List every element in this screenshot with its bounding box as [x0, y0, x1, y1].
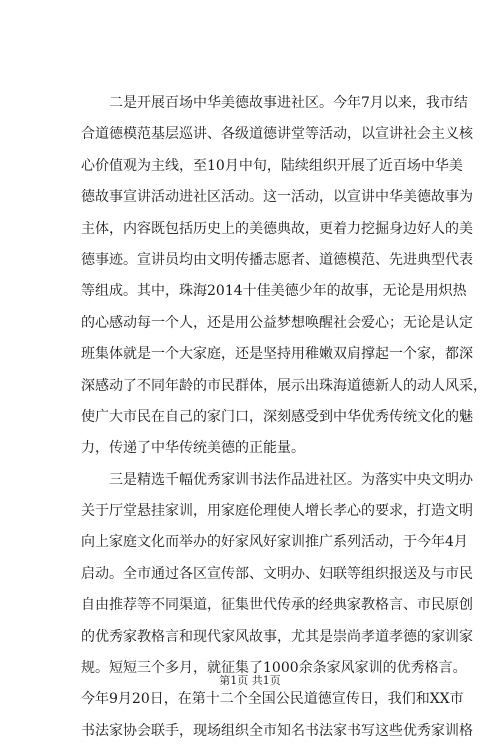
text-line: 等组成。其中，珠海2014十佳美德少年的故事，无论是用炽热 [81, 283, 467, 300]
text-line: 德故事宣讲活动进社区活动。这一活动，以宣讲中华美德故事为 [81, 189, 473, 206]
text-line: 关于厅堂悬挂家训，用家庭伦理使人增长孝心的要求，打造文明 [81, 503, 473, 520]
text-line: 二是开展百场中华美德故事进社区。今年7月以来，我市结 [109, 95, 468, 111]
text-line: 深感动了不同年龄的市民群体，展示出珠海道德新人的动人风采， [81, 377, 487, 394]
text-line: 心价值观为主线，至10月中旬，陆续组织开展了近百场中华美 [81, 157, 463, 174]
text-line: 三是精选千幅优秀家训书法作品进社区。为落实中央文明办 [109, 471, 473, 488]
text-line: 向上家庭文化而举办的好家风好家训推广系列活动，于今年4月 [81, 534, 468, 551]
text-line: 主体，内容既包括历史上的美德典故，更着力挖掘身边好人的美 [81, 220, 473, 237]
text-line: 的心感动每一个人，还是用公益梦想唤醒社会爱心；无论是认定 [81, 314, 473, 331]
text-line: 自由推荐等不同渠道，征集世代传承的经典家教格言、市民原创 [81, 597, 473, 614]
page-footer: 第1页 共1页 [219, 674, 281, 687]
text-line: 使广大市民在自己的家门口，深刻感受到中华优秀传统文化的魅 [81, 408, 473, 425]
text-line: 班集体就是一个大家庭，还是坚持用稚嫩双肩撑起一个家，都深 [81, 346, 473, 363]
text-line: 合道德模范基层巡讲、各级道德讲堂等活动，以宣讲社会主义核 [81, 126, 473, 143]
text-line: 规。短短三个多月，就征集了1000余条家风家训的优秀格言。 [81, 660, 467, 677]
text-line: 今年9月20日，在第十二个全国公民道德宣传日，我们和XX市 [81, 691, 464, 708]
text-line: 德事迹。宣讲员均由文明传播志愿者、道德模范、先进典型代表 [81, 251, 473, 268]
body-text [81, 88, 487, 747]
text-line: 书法家协会联手，现场组织全市知名书法家书写这些优秀家训格 [81, 722, 473, 739]
text-line: 力，传递了中华传统美德的正能量。 [81, 440, 305, 457]
text-line: 启动。全市通过各区宣传部、文明办、妇联等组织报送及与市民 [81, 565, 473, 582]
text-line: 的优秀家教格言和现代家风故事，尤其是崇尚孝道孝德的家训家 [81, 628, 473, 645]
